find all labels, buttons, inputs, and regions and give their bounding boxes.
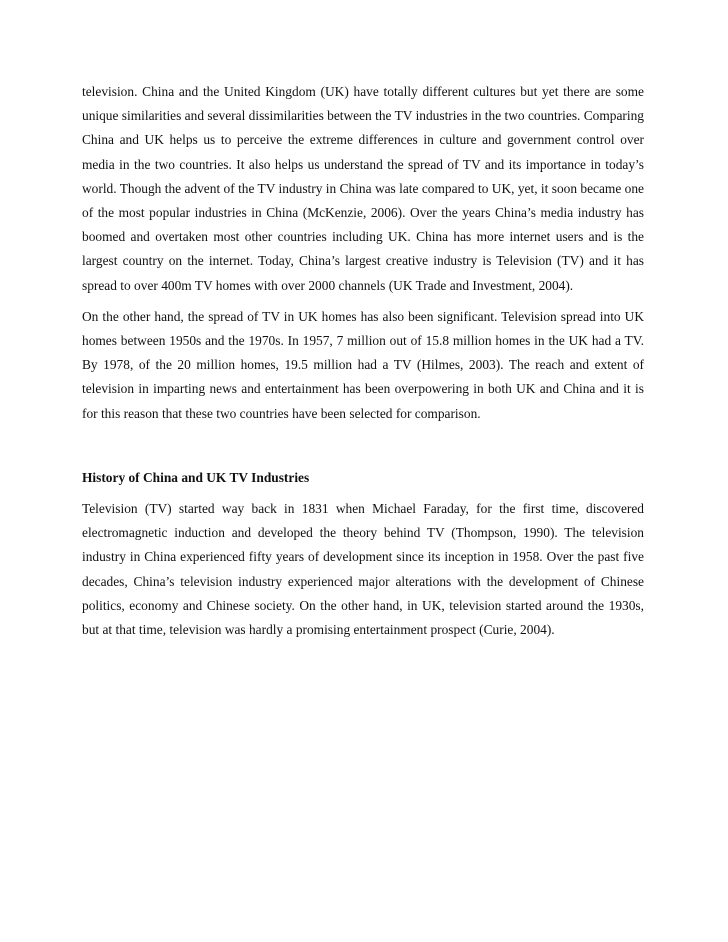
section-heading: History of China and UK TV Industries [82,469,310,485]
paragraph-tv-history: Television (TV) started way back in 1831 when Michael Faraday, for the first time, discovered electromagnetic induction and developed the theory behind TV (Thompson, 1990). The television industry in China experienced fifty years of development since its inception in 1958. Over the past five decades, China’s television industry experienced major alterations with the development of Chinese politics, economy and Chinese society. On the other hand, in UK, television started around the 1930s, but at that time, television was hardly a promising entertainment prospect (Curie, 2004). [82,501,644,638]
document-page [82,80,644,649]
paragraph-china-uk-comparison: television. China and the United Kingdom (UK) have totally different cultures but yet there are some unique similarities and several dissimilarities between the TV industries in the two countries. Comparing China and UK helps us to perceive the extreme differences in culture and government control over media in the two countries. It also helps us understand the spread of TV and its importance in today’s world. Though the advent of the TV industry in China was late compared to UK, yet, it soon became one of the most popular industries in China (McKenzie, 2006). Over the years China’s media industry has boomed and overtaken most other countries including UK. China has more internet users and is the largest country on the internet. Today, China’s largest creative industry is Television (TV) and it has spread to over 400m TV homes with over 2000 channels (UK Trade and Investment, 2004). [82,84,644,293]
paragraph-uk-tv-spread: On the other hand, the spread of TV in UK homes has also been significant. Television spread into UK homes between 1950s and the 1970s. In 1957, 7 million out of 15.8 million homes in the UK had a TV. By 1978, of the 20 million homes, 19.5 million had a TV (Hilmes, 2003). The reach and extent of television in imparting news and entertainment has been overpowering in both UK and China and it is for this reason that these two countries have been selected for comparison. [82,308,644,421]
